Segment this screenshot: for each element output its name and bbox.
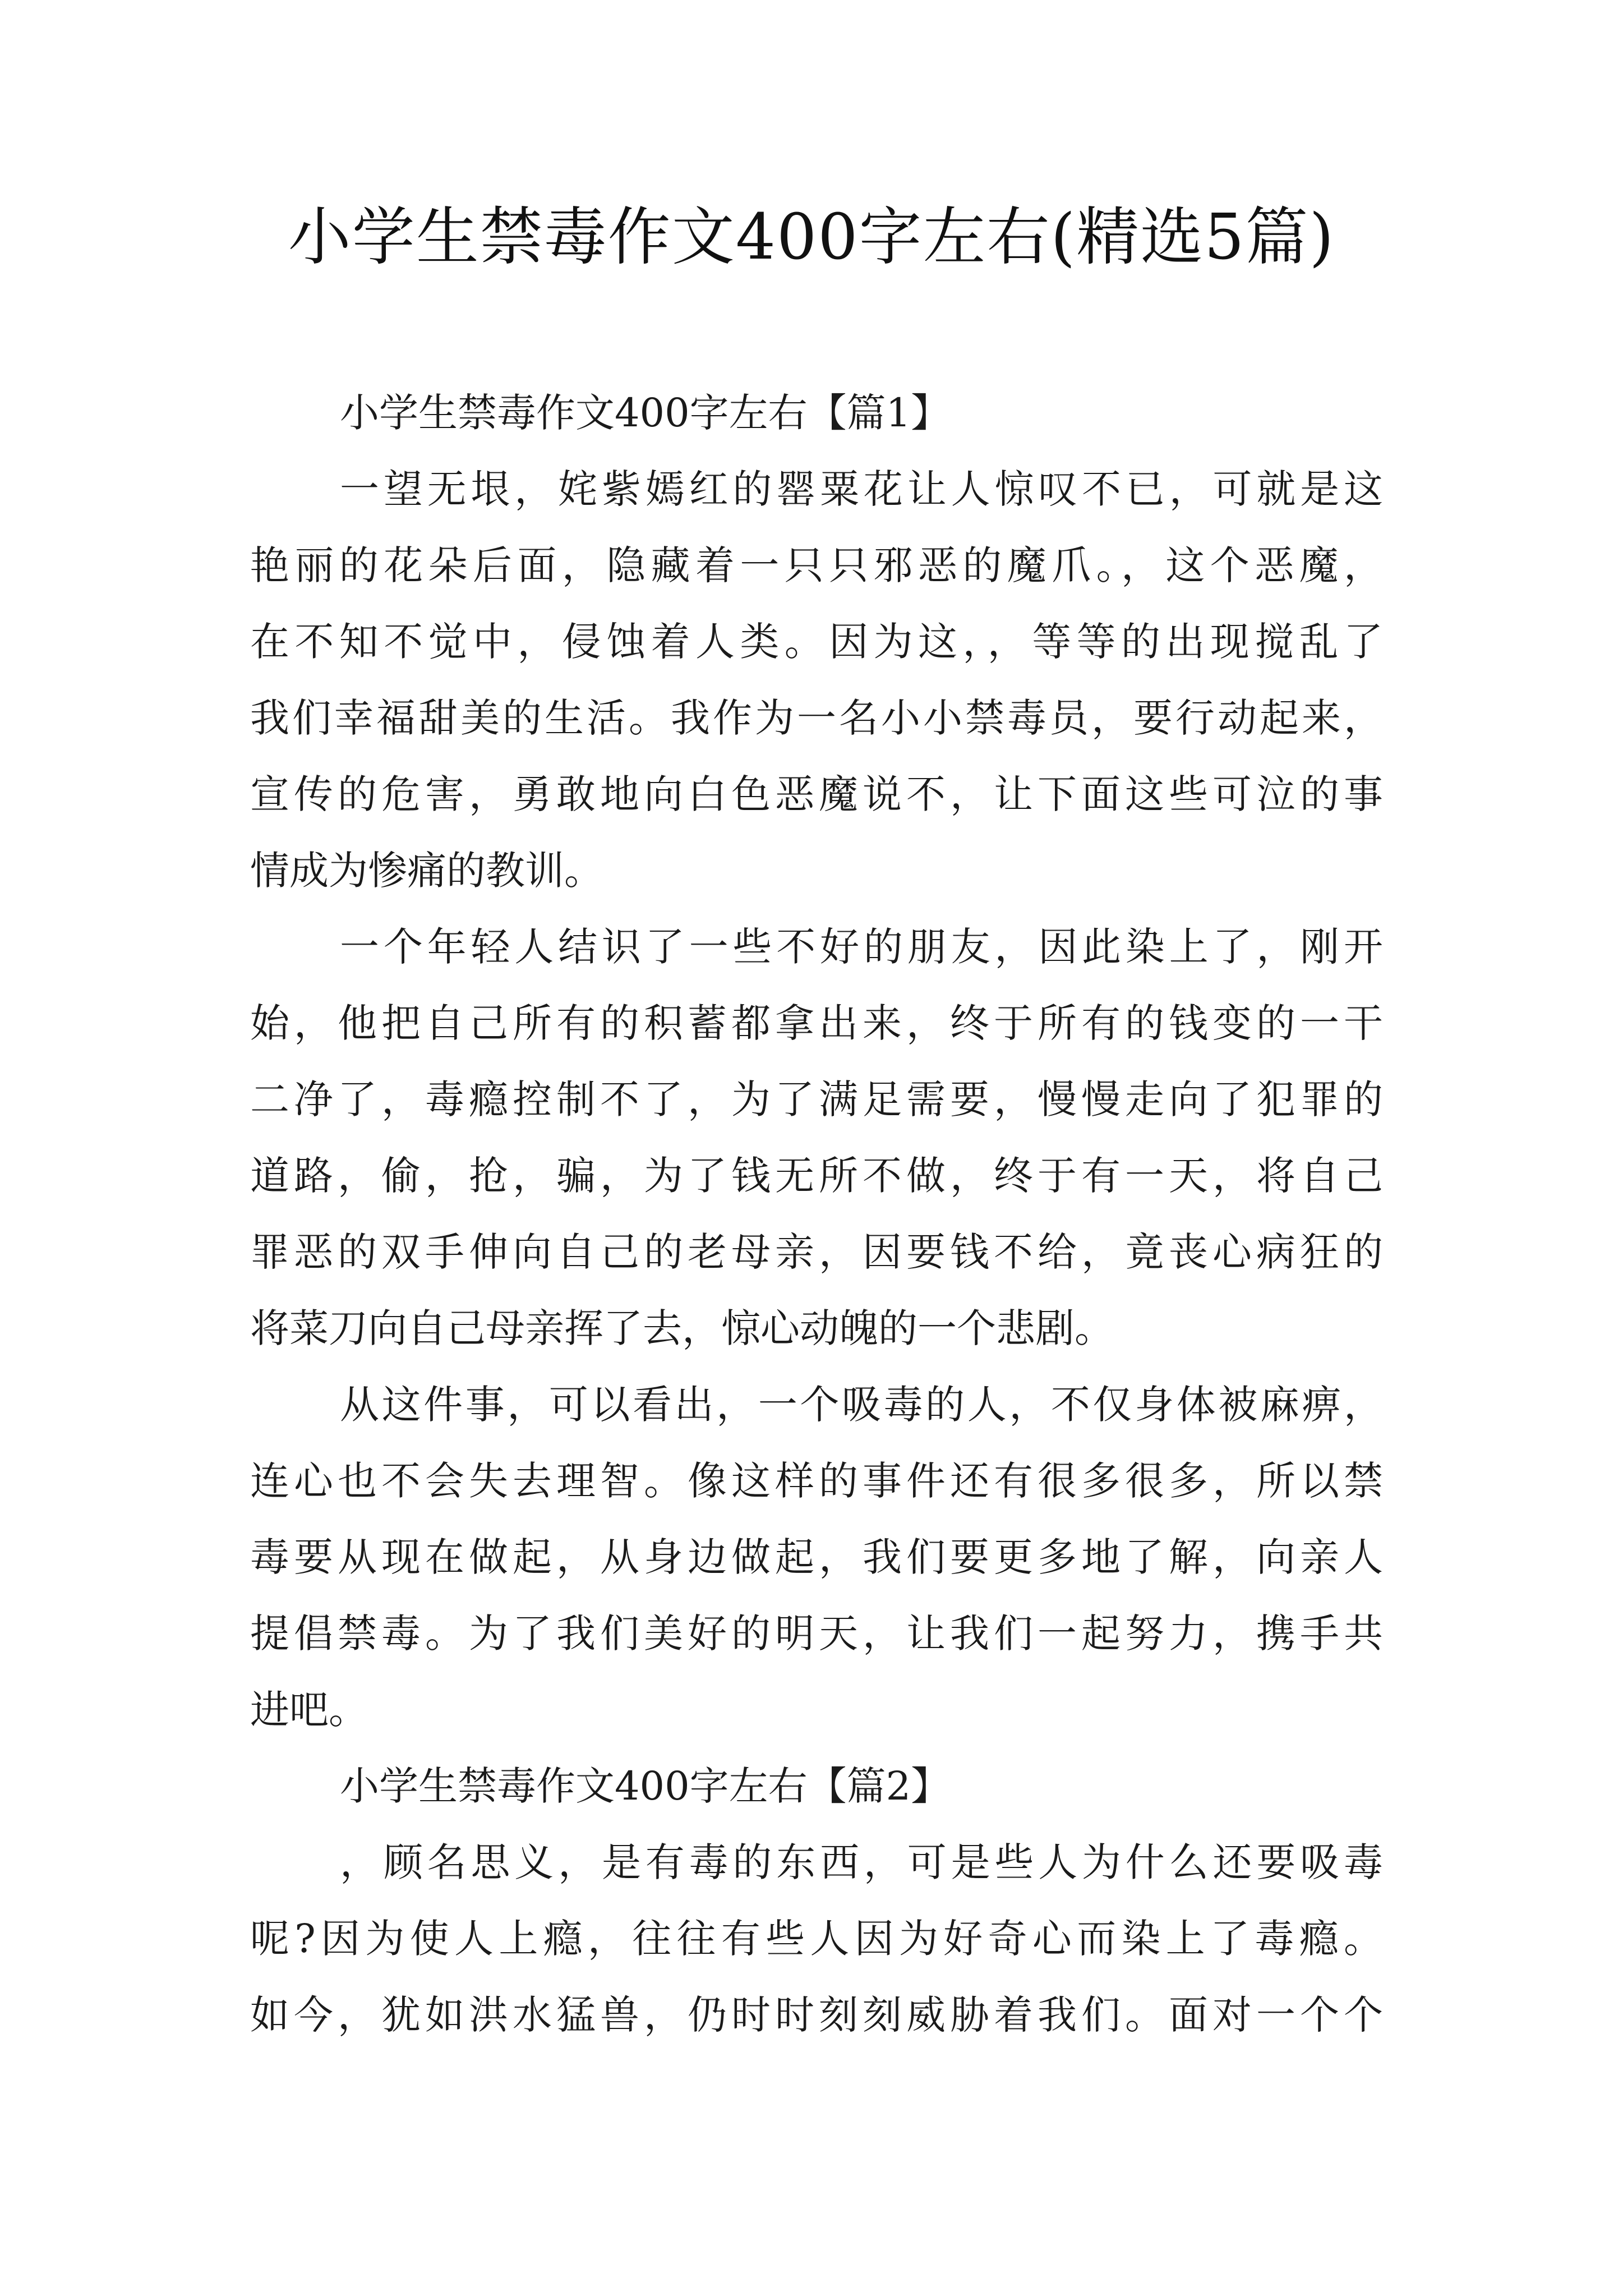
paragraph-line: 一望无垠，姹紫嫣红的罂粟花让人惊叹不已，可就是这: [340, 466, 1383, 512]
paragraph-line: 一个年轻人结识了一些不好的朋友，因此染上了，刚开: [340, 924, 1383, 970]
paragraph-line: 二净了，毒瘾控制不了，为了满足需要，慢慢走向了犯罪的: [250, 1076, 1383, 1122]
paragraph-line: 连心也不会失去理智。像这样的事件还有很多很多，所以禁: [250, 1458, 1383, 1504]
paragraph-line: 进吧。: [250, 1687, 368, 1733]
paragraph-line: 如今，犹如洪水猛兽，仍时时刻刻威胁着我们。面对一个个: [250, 1992, 1383, 2038]
paragraph-line: 我们幸福甜美的生活。我作为一名小小禁毒员，要行动起来，: [250, 695, 1383, 741]
paragraph-line: 从这件事，可以看出，一个吸毒的人，不仅身体被麻痹，: [340, 1382, 1383, 1428]
document-title: 小学生禁毒作文400字左右(精选5篇): [288, 201, 1335, 274]
paragraph-line: 在不知不觉中，侵蚀着人类。因为这，，等等的出现搅乱了: [250, 619, 1383, 665]
paragraph-line: 艳丽的花朵后面，隐藏着一只只邪恶的魔爪。，这个恶魔，: [250, 542, 1383, 588]
section-heading-1: 小学生禁毒作文400字左右【篇1】: [340, 390, 951, 436]
paragraph-line: 提倡禁毒。为了我们美好的明天，让我们一起努力，携手共: [250, 1611, 1383, 1657]
paragraph-line: 道路，偷，抢，骗，为了钱无所不做，终于有一天，将自己: [250, 1153, 1383, 1199]
paragraph-line: 始，他把自己所有的积蓄都拿出来，终于所有的钱变的一干: [250, 1000, 1383, 1046]
paragraph-line: 毒要从现在做起，从身边做起，我们要更多地了解，向亲人: [250, 1534, 1383, 1580]
paragraph-line: 宣传的危害，勇敢地向白色恶魔说不，让下面这些可泣的事: [250, 771, 1383, 817]
section-heading-2: 小学生禁毒作文400字左右【篇2】: [340, 1763, 951, 1809]
paragraph-line: 罪恶的双手伸向自己的老母亲，因要钱不给，竟丧心病狂的: [250, 1229, 1383, 1275]
paragraph-line: 情成为惨痛的教训。: [250, 848, 603, 894]
paragraph-line: ，顾名思义，是有毒的东西，可是些人为什么还要吸毒: [340, 1839, 1383, 1885]
paragraph-line: 呢?因为使人上瘾，往往有些人因为好奇心而染上了毒瘾。: [250, 1916, 1383, 1962]
paragraph-line: 将菜刀向自己母亲挥了去，惊心动魄的一个悲剧。: [250, 1305, 1114, 1351]
